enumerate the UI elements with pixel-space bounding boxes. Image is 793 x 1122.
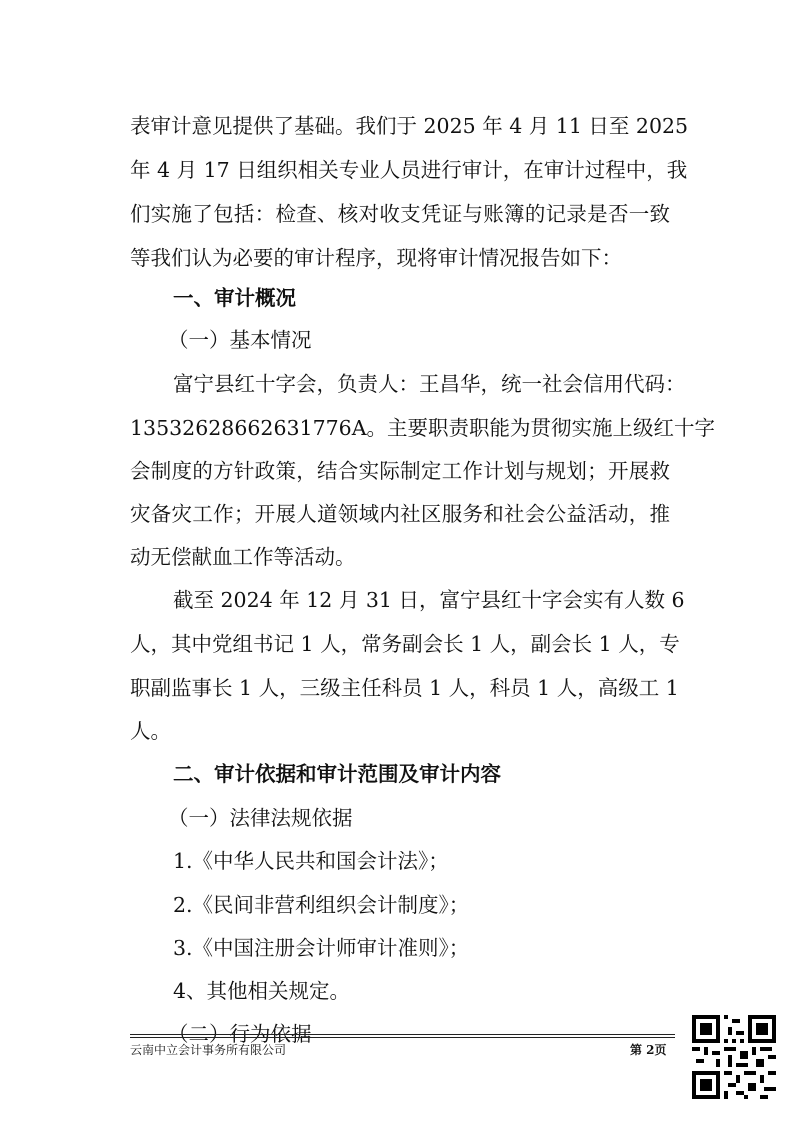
paragraph-line: 表审计意见提供了基础。我们于 2025 年 4 月 11 日至 2025 <box>130 114 689 138</box>
footer-firm-name: 云南中立会计事务所有限公司 <box>130 1043 287 1057</box>
subsection-heading: （二）行为依据 <box>168 1022 312 1046</box>
paragraph-line: 等我们认为必要的审计程序，现将审计情况报告如下： <box>130 246 622 270</box>
subsection-heading: （一）法律法规依据 <box>168 806 353 830</box>
footer-divider <box>130 1034 675 1035</box>
paragraph-line: 们实施了包括：检查、核对收支凭证与账簿的记录是否一致 <box>130 202 670 226</box>
footer-page-number: 第 2页 <box>630 1043 667 1057</box>
section-heading: 一、审计概况 <box>173 286 296 310</box>
paragraph-line: 富宁县红十字会，负责人：王昌华，统一社会信用代码： <box>173 372 686 396</box>
paragraph-line: 会制度的方针政策，结合实际制定工作计划与规划；开展救 <box>130 459 670 483</box>
paragraph-line: 年 4 月 17 日组织相关专业人员进行审计，在审计过程中，我 <box>130 158 688 182</box>
list-item: 2.《民间非营利组织会计制度》； <box>173 893 470 917</box>
paragraph-line: 人，其中党组书记 1 人，常务副会长 1 人，副会长 1 人，专 <box>130 632 680 656</box>
paragraph-line: 截至 2024 年 12 月 31 日，富宁县红十字会实有人数 6 <box>173 588 685 612</box>
footer-divider <box>130 1037 675 1038</box>
paragraph-line: 灾备灾工作；开展人道领域内社区服务和社会公益活动，推 <box>130 502 670 526</box>
paragraph-line: 13532628662631776A。主要职责职能为贯彻实施上级红十字 <box>130 416 716 440</box>
paragraph-line: 职副监事长 1 人，三级主任科员 1 人，科员 1 人，高级工 1 <box>130 676 679 700</box>
paragraph-line: 人。 <box>130 719 171 743</box>
qr-code-icon <box>692 1015 776 1099</box>
section-heading: 二、审计依据和审计范围及审计内容 <box>173 762 501 786</box>
paragraph-line: 动无偿献血工作等活动。 <box>130 545 356 569</box>
list-item: 1.《中华人民共和国会计法》； <box>173 849 449 873</box>
list-item: 4、其他相关规定。 <box>173 979 351 1003</box>
list-item: 3.《中国注册会计师审计准则》； <box>173 936 470 960</box>
subsection-heading: （一）基本情况 <box>168 328 312 352</box>
